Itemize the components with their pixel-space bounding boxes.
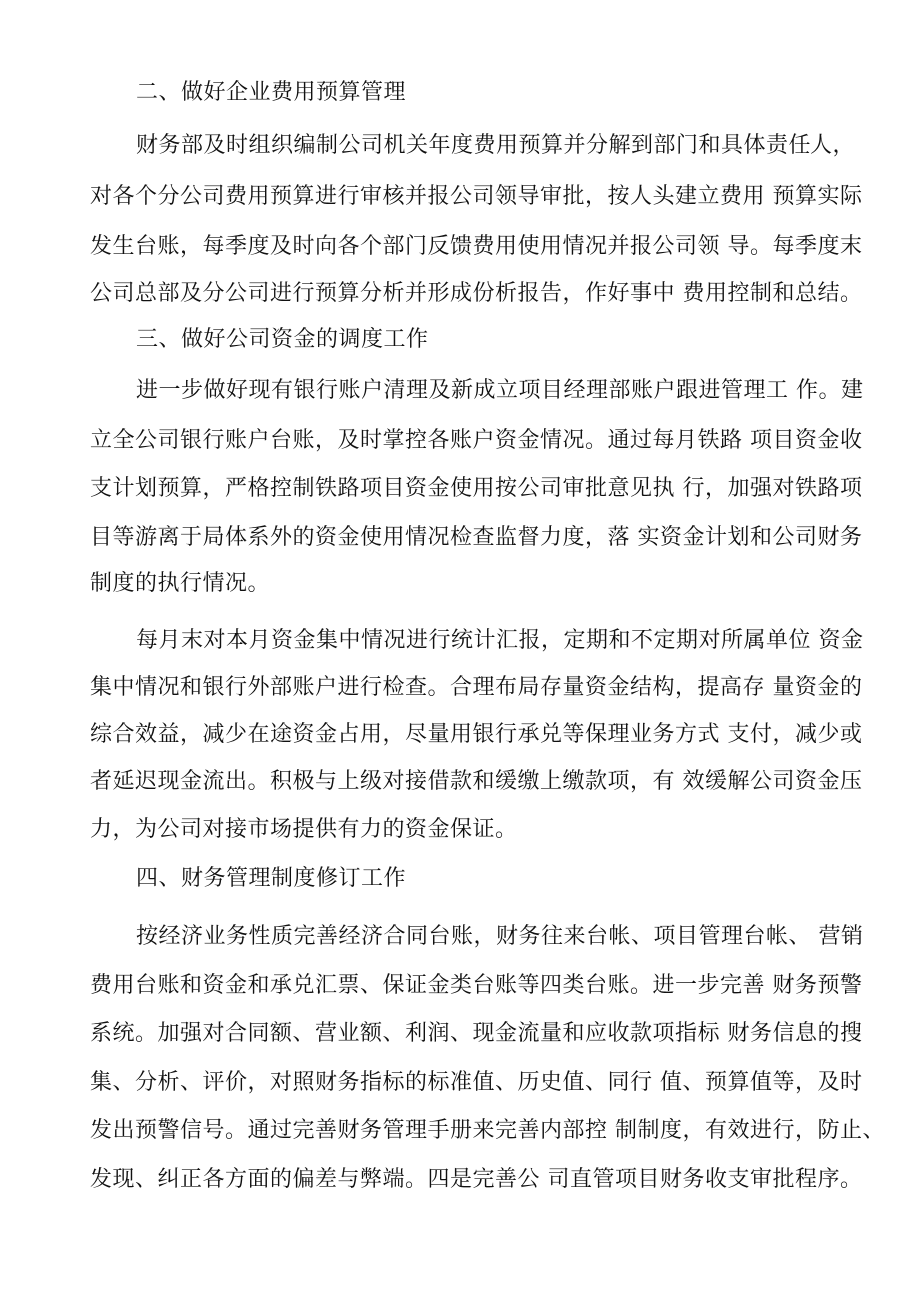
paragraph-line: 制度的执行情况。 [90, 571, 271, 596]
paragraph-line: 每月末对本月资金集中情况进行统计汇报，定期和不定期对所属单位 资金 [136, 628, 864, 653]
section-heading-4: 四、财务管理制度修订工作 [136, 866, 407, 891]
paragraph-line: 立全公司银行账户台账，及时掌控各账户资金情况。通过每月铁路 项目资金收 [90, 428, 863, 453]
paragraph-line: 发生台账，每季度及时向各个部门反馈费用使用情况并报公司领 导。每季度末 [90, 234, 863, 259]
section-heading-3: 三、做好公司资金的调度工作 [136, 327, 429, 352]
section-heading-2: 二、做好企业费用预算管理 [136, 80, 407, 105]
paragraph-line: 财务部及时组织编制公司机关年度费用预算并分解到部门和具体责任 [136, 133, 812, 158]
paragraph-line: 集中情况和银行外部账户进行检查。合理布局存量资金结构，提高存 量资金的 [90, 675, 863, 700]
paragraph-line: 集、分析、评价，对照财务指标的标准值、历史值、同行 值、预算值等，及时 [90, 1070, 863, 1095]
paragraph-line: 综合效益，减少在途资金占用，尽量用银行承兑等保理业务方式 支付，减少或 [90, 722, 863, 747]
paragraph-line: 对各个分公司费用预算进行审核并报公司领导审批，按人头建立费用 预算实际 [90, 184, 863, 209]
paragraph-line: 发现、纠正各方面的偏差与弊端。四是完善公 司直管项目财务收支审批程序。 [90, 1167, 863, 1192]
paragraph-line: 力，为公司对接市场提供有力的资金保证。 [90, 817, 518, 842]
paragraph-line: 发出预警信号。通过完善财务管理手册来完善内部控 制制度，有效进行，防止、 [90, 1118, 885, 1143]
paragraph-line: 支计划预算，严格控制铁路项目资金使用按公司审批意见执 行，加强对铁路项 [90, 476, 863, 501]
paragraph-line: 进一步做好现有银行账户清理及新成立项目经理部账户跟进管理工 作。建 [136, 378, 864, 403]
paragraph-line: 目等游离于局体系外的资金使用情况检查监督力度，落 实资金计划和公司财务 [90, 525, 863, 550]
paragraph-line: 人， [810, 133, 856, 158]
paragraph-line: 系统。加强对合同额、营业额、利润、现金流量和应收款项指标 财务信息的搜 [90, 1021, 863, 1046]
paragraph-line: 公司总部及分公司进行预算分析并形成份析报告，作好事中 费用控制和总结。 [90, 281, 863, 306]
paragraph-line: 费用台账和资金和承兑汇票、保证金类台账等四类台账。进一步完善 财务预警 [90, 973, 863, 998]
paragraph-line: 按经济业务性质完善经济合同台账，财务往来台帐、项目管理台帐、 营销 [136, 924, 864, 949]
paragraph-line: 者延迟现金流出。积极与上级对接借款和缓缴上缴款项，有 效缓解公司资金压 [90, 769, 863, 794]
